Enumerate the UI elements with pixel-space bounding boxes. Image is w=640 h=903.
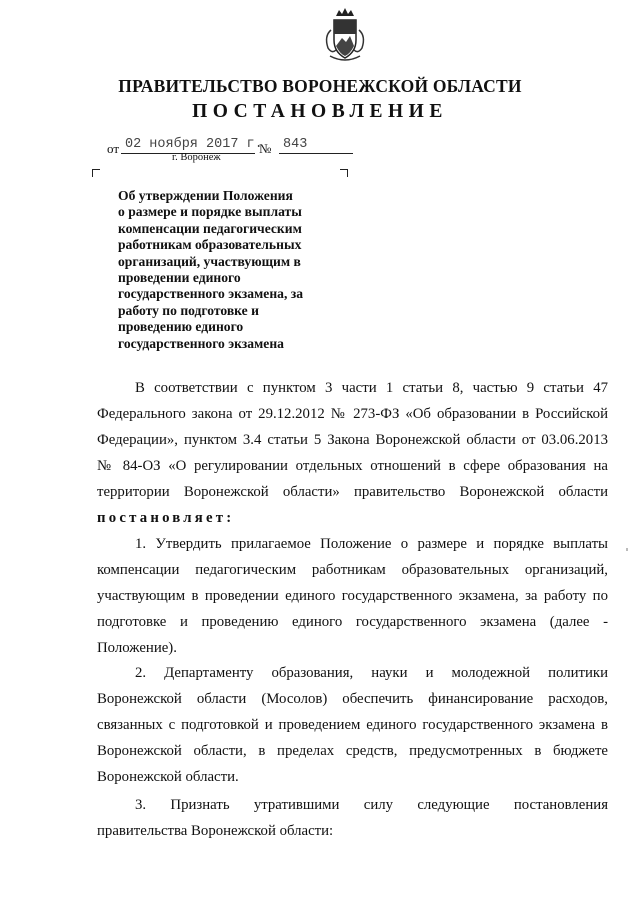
title-line: проведении единого xyxy=(118,270,241,286)
date-value: 02 ноября 2017 г. xyxy=(121,137,255,154)
item-2-line: Воронежской области, в пределах средств, предусмотренных в бюджете xyxy=(97,743,608,759)
decree-word: постановляет: xyxy=(97,510,235,526)
document-number: 843 xyxy=(279,137,353,154)
title-line: Об утверждении Положения xyxy=(118,188,293,203)
item-2-line: связанных с подготовкой и проведением единого государственного экзамена в xyxy=(97,717,608,733)
preamble-line: Федерального закона от 29.12.2012 № 273-ФЗ «Об образовании в Российской xyxy=(97,406,608,422)
title-line: организаций, участвующим в xyxy=(118,253,301,269)
number-prefix: № xyxy=(259,141,272,156)
preamble-line: территории Воронежской области» правительство Воронежской области xyxy=(97,484,608,500)
document-title xyxy=(118,188,358,352)
date-prefix: от xyxy=(107,141,120,156)
item-1-line: Положение). xyxy=(97,640,177,656)
title-line: компенсации педагогическим xyxy=(118,220,302,236)
item-1-line: участвующим в проведении единого государственного экзамена, за работу по xyxy=(97,588,608,604)
title-bracket-left xyxy=(92,169,100,177)
item-1-line: компенсации педагогическим работникам образовательных организаций, xyxy=(97,562,608,578)
document-type: ПОСТАНОВЛЕНИЕ xyxy=(192,101,448,122)
city: г. Воронеж xyxy=(172,152,221,163)
item-1-line: 1. Утвердить прилагаемое Положение о размере и порядке выплаты xyxy=(135,536,608,552)
title-bracket-right xyxy=(340,169,348,177)
item-2-line: Воронежской области. xyxy=(97,769,239,785)
title-line: работу по подготовке и xyxy=(118,302,259,318)
item-2-line: Воронежской области (Мосолов) обеспечить финансирование расходов, xyxy=(97,691,608,707)
organization-name: ПРАВИТЕЛЬСТВО ВОРОНЕЖСКОЙ ОБЛАСТИ xyxy=(118,76,522,96)
coat-of-arms-icon xyxy=(322,6,368,66)
preamble-line: В соответствии с пунктом 3 части 1 статьи 8, частью 9 статьи 47 xyxy=(135,380,608,396)
scan-artifact xyxy=(626,548,628,551)
item-1-line: подготовке и проведению единого государственного экзамена (далее - xyxy=(97,614,608,630)
title-line: работникам образовательных xyxy=(118,237,302,253)
item-3-line: правительства Воронежской области: xyxy=(97,823,334,839)
item-2-line: 2. Департаменту образования, науки и молодежной политики xyxy=(135,665,608,681)
title-line: государственного экзамена xyxy=(118,335,284,351)
preamble-line: № 84-ОЗ «О регулировании отдельных отношений в сфере образования на xyxy=(97,458,608,474)
item-3-line: 3. Признать утратившими силу следующие постановления xyxy=(135,797,608,813)
title-line: о размере и порядке выплаты xyxy=(118,204,302,220)
title-line: проведению единого xyxy=(118,319,244,335)
title-line: государственного экзамена, за xyxy=(118,286,304,302)
preamble-line: Федерации», пунктом 3.4 статьи 5 Закона Воронежской области от 03.06.2013 xyxy=(97,432,608,448)
